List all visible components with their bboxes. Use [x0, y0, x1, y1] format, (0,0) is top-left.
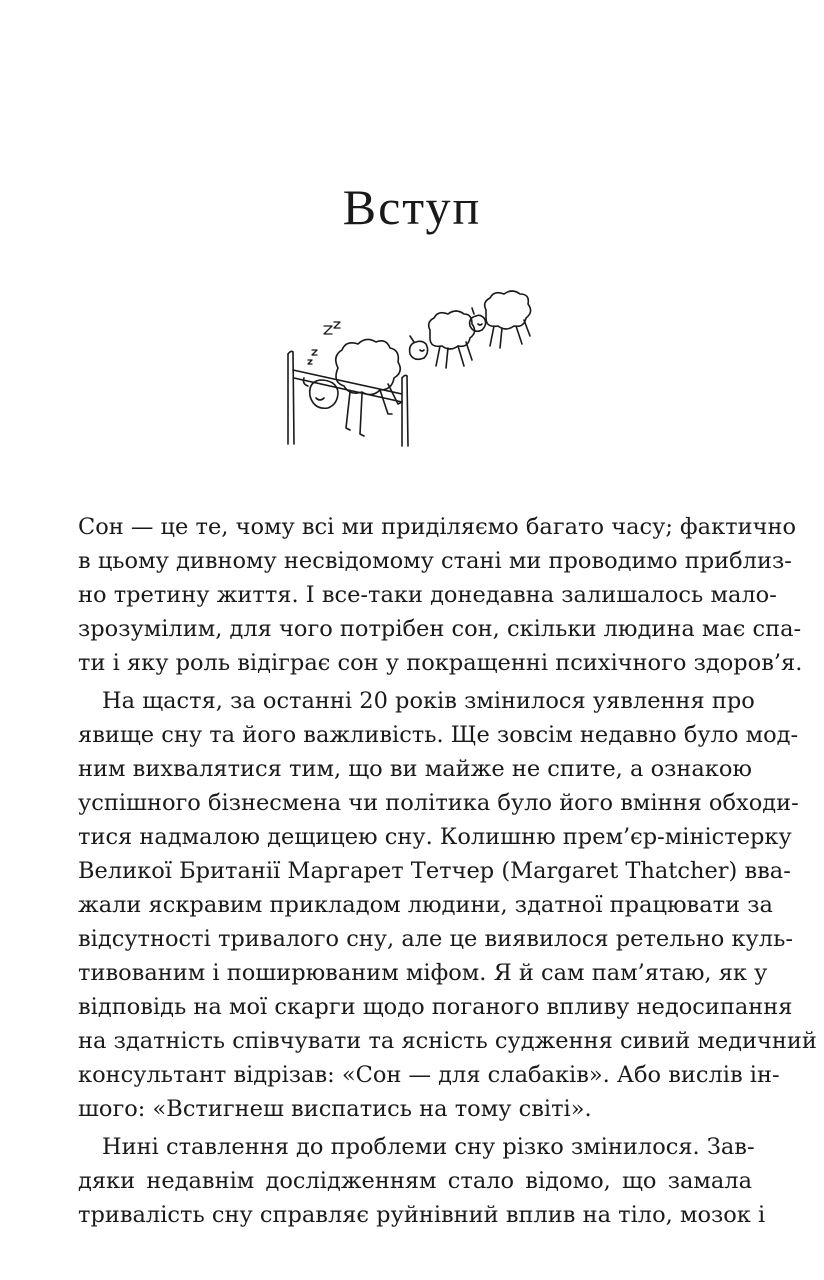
text-line: ним вихвалятися тим, що ви майже не спите, а ознакою — [78, 756, 752, 782]
text-line: зрозумілим, для чого потрібен сон, скільки людина має спа- — [78, 616, 802, 642]
text-line: відсутності тривалого сну, але це виявилося ретельно куль- — [78, 926, 793, 952]
paragraph-2 — [78, 684, 817, 1126]
sleeping-sheep-icon — [304, 339, 403, 436]
text-line: консультант відрізав: «Сон — для слабаків». Або вислів ін- — [78, 1062, 780, 1088]
body-text — [78, 510, 817, 1236]
text-line: тривалість сну справляє руйнівний вплив на тіло, мозок і — [78, 1202, 766, 1228]
text-line: на здатність співчувати та ясність судження сивий медичний — [78, 1028, 817, 1054]
text-line: но третину життя. І все-таки донедавна залишалось мало- — [78, 582, 777, 608]
chapter-title: Вступ — [342, 179, 482, 235]
text-line: явище сну та його важливість. Ще зовсім недавно було мод- — [78, 722, 799, 748]
sheep-jumping-fence-illustration — [280, 286, 540, 456]
text-line: На щастя, за останні 20 років змінилося уявлення про — [102, 688, 755, 714]
text-line: відповідь на мої скарги щодо поганого впливу недосипання — [78, 994, 793, 1020]
fence-icon — [288, 351, 408, 446]
text-line: Нині ставлення до проблеми сну різко змінилося. Зав- — [102, 1134, 755, 1160]
text-line: в цьому дивному несвідомому стані ми проводимо приблиз- — [78, 548, 792, 574]
paragraph-1 — [78, 510, 803, 680]
text-line: успішного бізнесмена чи політика було його вміння обходи- — [78, 790, 799, 816]
jumping-sheep-icon-far — [470, 291, 531, 348]
text-line: Великої Британії Маргарет Тетчер (Margaret Thatcher) вва- — [78, 858, 791, 884]
text-line: тивованим і поширюваним міфом. Я й сам пам’ятаю, як у — [78, 960, 768, 986]
text-line: жали яскравим прикладом людини, здатної працювати за — [78, 892, 773, 918]
text-line: тися надмалою дещицею сну. Колишню прем’єр-міністерку — [78, 824, 792, 850]
jumping-sheep-icon — [410, 311, 475, 368]
paragraph-3 — [78, 1130, 766, 1232]
text-line: дяки недавнім дослідженням стало відомо, що замала — [78, 1168, 752, 1194]
text-line: ти і яку роль відіграє сон у покращенні психічного здоров’я. — [78, 650, 803, 676]
text-line: шого: «Встигнеш виспатись на тому світі». — [78, 1096, 592, 1122]
text-line: Сон — це те, чому всі ми приділяємо багато часу; фактично — [78, 514, 797, 540]
